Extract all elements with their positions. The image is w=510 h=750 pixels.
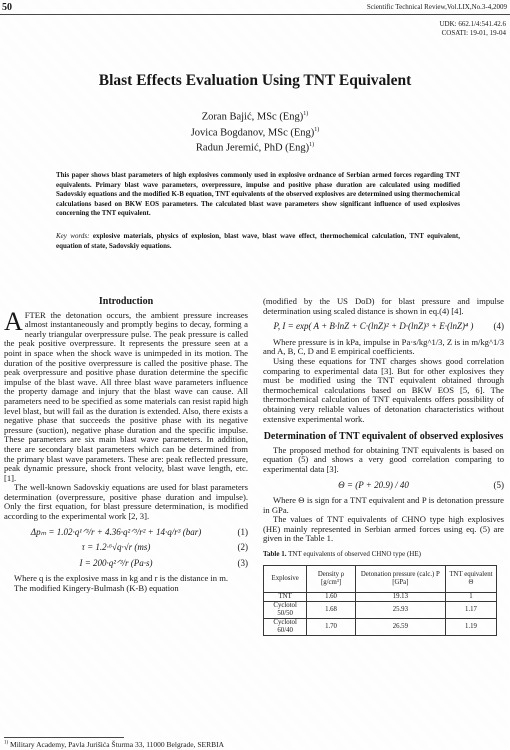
keywords (56, 232, 460, 251)
table-cell: 19.13 (355, 592, 445, 601)
equation-number: (2) (237, 542, 248, 553)
table-cell: 1.68 (307, 601, 355, 618)
table-cell: 1 (445, 592, 496, 601)
keywords-text: explosive materials, physics of explosion, blast wave, blast wave effect, thermochemical calculation, TNT equivalent, equation of state, Sadovskiy equations. (56, 232, 460, 250)
equation-2 (4, 543, 248, 553)
table-row (264, 601, 497, 618)
table-header-cell: TNT equivalent Θ (445, 565, 496, 592)
table-cell: 1.19 (445, 618, 496, 635)
author: Jovica Bogdanov, MSc (Eng)$^{1)}$ (190, 126, 320, 138)
udk-code: UDK: 662.1/4:541.42.6 (439, 20, 506, 28)
body-paragraph: Using these equations for TNT charges shows good correlation comparing to experimental data [3]. But for other explosives they must be modified using the TNT equivalent obtained through thermochemical calculations based on BKW EOS [5, 6]. The thermochemical calculation of TNT equivalents offers possibility of obtaining very reliable values of detonation characteristics without extensive experimental work. (263, 355, 504, 424)
page-number: 50 (2, 2, 12, 13)
table-cell: Cyclotol 50/50 (264, 601, 307, 618)
equation-4 (263, 322, 504, 332)
tnt-equivalent-table (263, 565, 497, 636)
intro-paragraph: The modified Kingery-Bulmash (K-B) equation (14, 583, 179, 594)
keywords-label: Key words: (56, 232, 90, 240)
equation-number: (1) (237, 526, 248, 537)
table-row (264, 618, 497, 635)
footnote-text: Military Academy, Pavla Jurišića Šturma 33, 11000 Belgrade, SERBIA (10, 740, 225, 749)
drop-cap: A (4, 306, 23, 336)
footnote-marker: 1) (4, 740, 9, 746)
table-header-row (264, 565, 497, 592)
right-column (263, 297, 504, 636)
body-paragraph: The proposed method for obtaining TNT equivalents is based on equation (5) and shows a very good correlation comparing to experimental data [3]. (263, 444, 504, 474)
table-caption-text: TNT equivalents of observed CHNO type (HE) (288, 550, 421, 559)
author: Radun Jeremić, PhD (Eng)$^{1)}$ (195, 142, 315, 154)
body-paragraph: Where pressure is in kPa, impulse in Pa·s/kg^1/3, Z is in m/kg^1/3 and A, B, C, D and E empirical coefficients. (263, 336, 504, 357)
equation-number: (4) (493, 321, 504, 332)
equation-expression: I = 200·q²ᐟ³/r (Pa·s) (79, 557, 153, 568)
abstract: This paper shows blast parameters of high explosives commonly used in explosive ordnance of Serbian armed forces regarding TNT equivalents. Primary blast wave parameters, overpressure, impulse and positive phase duration are calculated using modified Sadovskiy equations and the modified K-B equation, TNT equivalents of the observed explosives are determined using thermochemical calculations based on BKW EOS parameters. The calculated blast wave parameters show significant influence of used explosives concerning the TNT equivalent. (56, 171, 460, 217)
section-heading-determination: Determination of TNT equivalent of observed explosives (263, 431, 504, 443)
classification-codes (440, 20, 507, 38)
body-paragraph: Where Θ is sign for a TNT equivalent and P is detonation pressure in GPa. (263, 495, 504, 515)
table-row (264, 592, 497, 601)
author: Zoran Bajić, MSc (Eng)$^{1)}$ (201, 111, 309, 123)
intro-paragraph: Where q is the explosive mass in kg and r is the distance in m. (14, 573, 229, 584)
table-header-cell: Explosive (264, 565, 307, 592)
equation-number: (5) (493, 479, 504, 490)
table-cell: 25.93 (355, 601, 445, 618)
author-list (0, 108, 510, 155)
equation-1 (4, 528, 248, 538)
footnote (4, 740, 224, 749)
header-rule (0, 14, 510, 15)
equation-expression: Δpₘ = 1.02·q¹ᐟ³/r + 4.36·q²ᐟ³/r² + 14·q/r³ (bar) (30, 526, 202, 537)
table-cell: 26.59 (355, 618, 445, 635)
left-column (4, 297, 248, 594)
section-heading-introduction: Introduction (98, 296, 154, 307)
equation-expression: Θ = (P + 20.9) / 40 (338, 479, 409, 490)
paper-title: Blast Effects Evaluation Using TNT Equivalent (98, 72, 412, 89)
body-paragraph: The values of TNT equivalents of CHNO type high explosives (HE) mainly represented in Serbian armed forces using eq. (5) are given in the Table 1. (263, 514, 504, 544)
table-cell: TNT (264, 592, 307, 601)
table-cell: 1.60 (307, 592, 355, 601)
table-header-cell: Density ρ [g/cm³] (307, 565, 355, 592)
journal-header: Scientific Technical Review,Vol.LIX,No.3-4,2009 (366, 3, 507, 11)
equation-expression: P, I = exp( A + B·lnZ + C·(lnZ)² + D·(lnZ)³ + E·(lnZ)⁴ ) (273, 321, 474, 332)
table-cell: 1.70 (307, 618, 355, 635)
equation-expression: τ = 1.2·⁶√q·√r (ms) (81, 542, 151, 553)
intro-paragraph: The well-known Sadovskiy equations are used for blast parameters determination (overpressure, positive phase duration and impulse). Only the first equation, for blast pressure determination, is modified according to the experimental work [2, 3]. (4, 482, 248, 522)
table-cell: Cyclotol 60/40 (264, 618, 307, 635)
table-caption (263, 550, 504, 560)
body-paragraph: (modified by the US DoD) for blast pressure and impulse determination using scaled distance is shown in eq.(4) [4]. (263, 296, 504, 316)
equation-number: (3) (237, 557, 248, 568)
cosati-code: COSATI: 19-01, 19-04 (441, 29, 506, 37)
equation-5 (263, 481, 504, 491)
table-header-cell: Detonation pressure (calc.) P [GPa] (355, 565, 445, 592)
equation-3 (4, 559, 248, 569)
table-cell: 1.17 (445, 601, 496, 618)
footnote-rule (4, 737, 124, 738)
table-caption-label: Table 1. (263, 550, 287, 559)
intro-paragraph: AFTER the detonation occurs, the ambient pressure increases almost instantaneously and promptly begins to decay, forming a nearly triangular overpressure pulse. The peak pressure is called the peak positive overpressure. It represents the pressure seen at a point in space when the shock wave is unimpeded in its motion. The duration of the positive overpressure is called the positive phase. The peak overpressure and positive phase duration determine the specific impulse of the blast wave. All three blast wave parameters influence the property damage and injury that the blast wave can cause. All parameters need to be specified as some materials can resist rapid high level blast, but will fail as the duration is extended. Also, there exists a negative phase that succeeds the positive phase with its negative pressure (suction), negative phase duration and the specific impulse. These parameters are six main blast wave parameters. In addition, there are secondary blast parameters which can be determined from the primary blast wave parameters. These are: peak reflected pressure, peak dynamic pressure, shock front velocity, blast wave length, etc. [1]. (4, 306, 248, 483)
